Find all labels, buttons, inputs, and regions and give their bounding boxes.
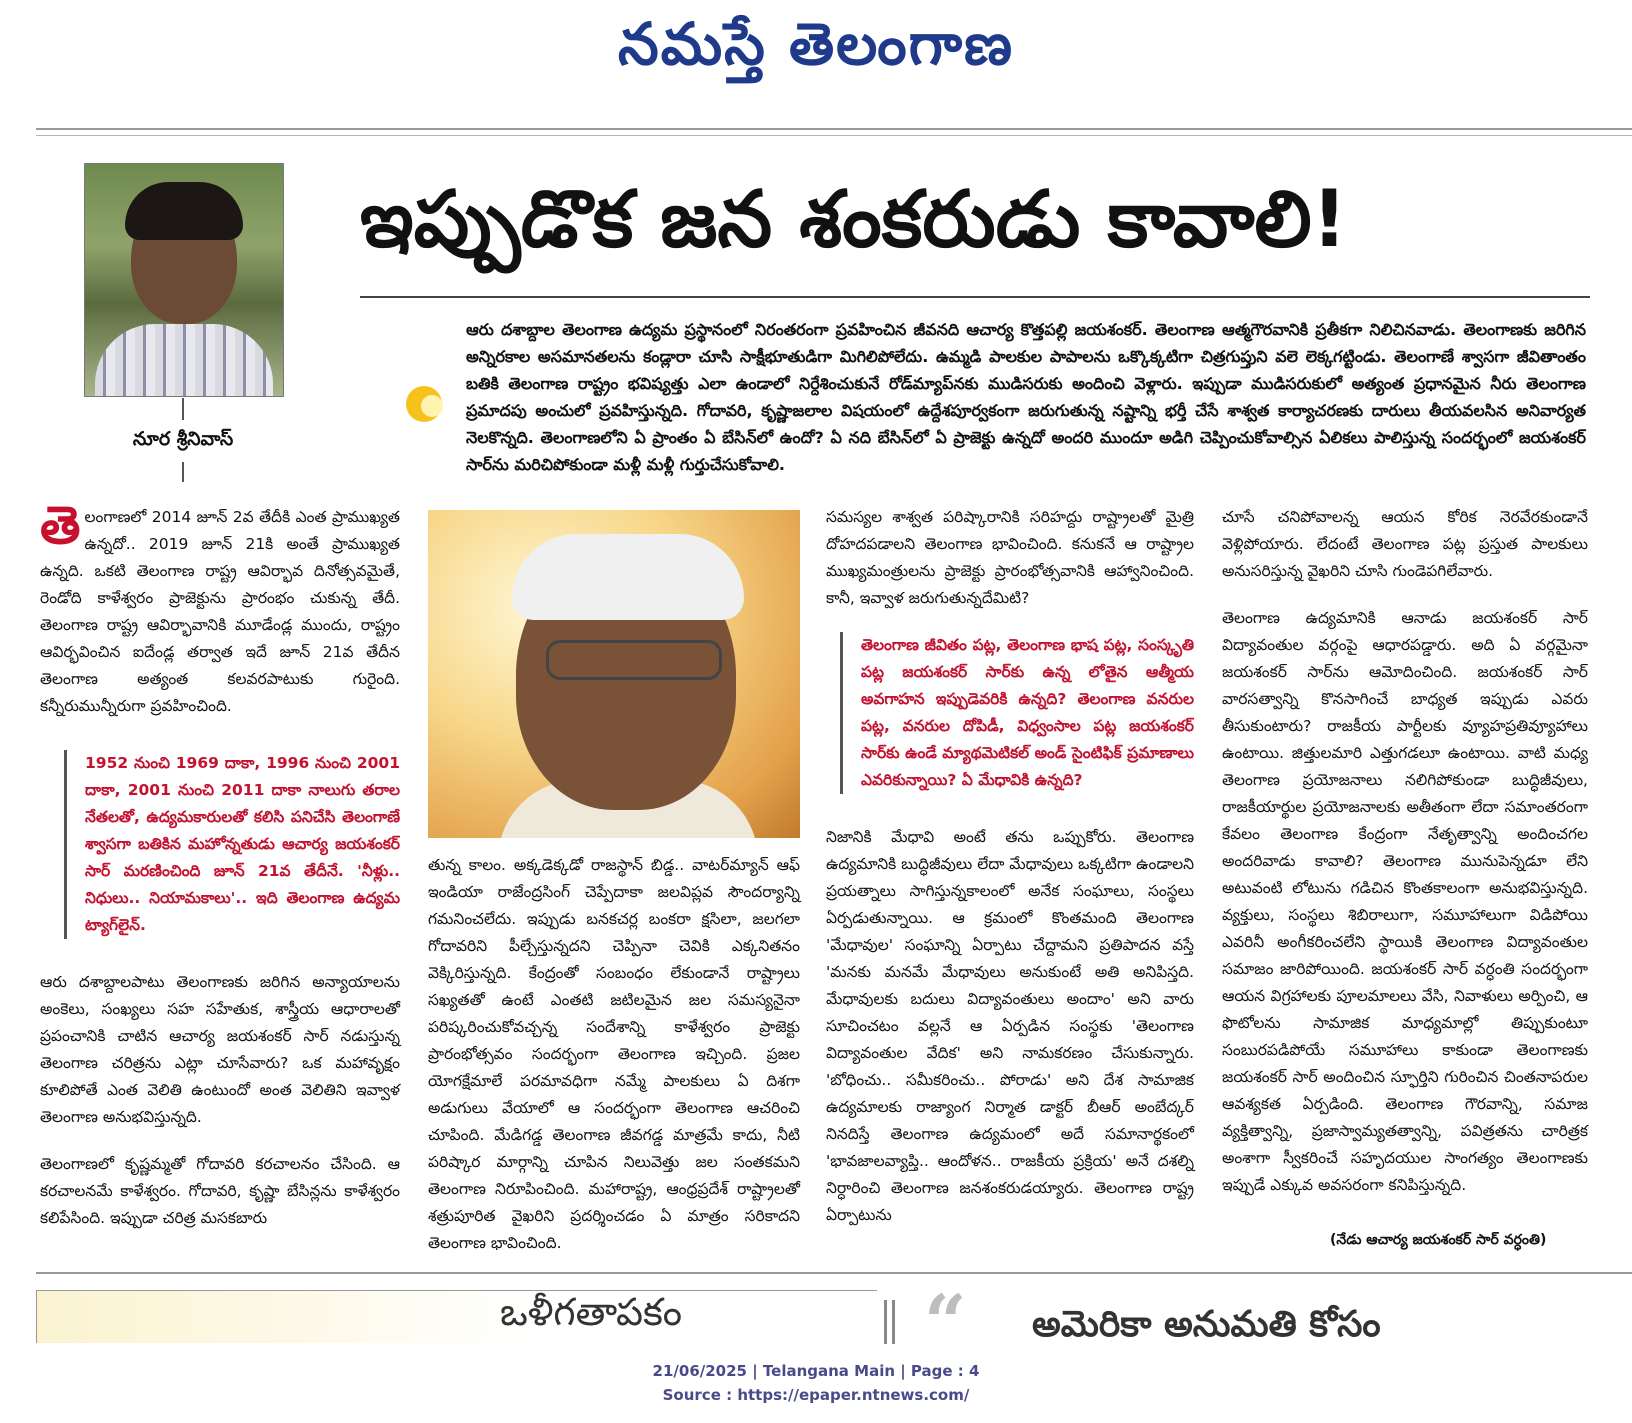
paragraph: తెలంగాణ ఉద్యమానికి ఆనాడు జయశంకర్ సార్ విద్యావంతుల వర్గంపై ఆధారపడ్డారు. అది ఏ వర్గమైనా జయశంకర్ సార్‌ను ఆమోదించింది. జయశంకర్ సార్ వారసత్వాన్ని కొనసాగించే బాధ్యత ఇప్పుడు ఎవరు తీసుకుంటారు? రాజకీయ పార్టీలకు వ్యూహప్రతివ్యూహాలు ఉంటాయి. జిత్తులమారి ఎత్తుగడలూ ఉంటాయి. వాటి మధ్య తెలంగాణ ప్రయోజనాలు నలిగిపోకుండా బుద్ధిజీవులు, రాజకీయార్థుల ప్రయోజనాలకు అతీతంగా లేదా సమాంతరంగా కేవలం తెలంగాణ కేంద్రంగా నేతృత్వాన్ని అందించగల అందరివాడు కావాలి? తెలంగాణ మునుపెన్నడూ లేని అటువంటి లోటును గడిచిన కొంతకాలంగా అనుభవిస్తున్నది. వ్యక్తులు, సంస్థలు శిబిరాలుగా, సమూహాలుగా విడిపోయి ఎవరినీ అంగీకరించలేని స్థాయికి తెలంగాణ విద్యావంతుల సమాజం జారిపోయింది. జయశంకర్ సార్ వర్ధంతి సందర్భంగా ఆయన విగ్రహాలకు పూలమాలలు వేసి, నివాళులు అర్పించి, ఆ ఫొటోలను సామాజిక మాధ్యమాల్లో తిప్పుకుంటూ సంబురపడిపోయే సమూహాలు కాకుండా తెలంగాణకు జయశంకర్ సార్ అందించిన స్ఫూర్తిని గురించిన చింతనాపరుల ఆవశ్యకత ఏర్పడింది. తెలంగాణ గౌరవాన్ని, సమాజ వ్యక్తిత్వాన్ని, ప్రజాస్వామ్యతత్వాన్ని, పవిత్రతను చారిత్రక అంశాగా స్వీకరించే సహృదయుల సాంగత్యం తెలంగాణకు ఇప్పుడే ఎక్కువ అవసరంగా కనిపిస్తున్నది. — [1222, 609, 1588, 1194]
article-column-2 — [428, 852, 800, 1277]
dropcap: తె — [40, 496, 81, 556]
paragraph: తున్న కాలం. అక్కడెక్కడో రాజస్థాన్ బిడ్డ.. వాటర్‌మ్యాన్ ఆఫ్ ఇండియా రాజేంద్రసింగ్ చెప్పేదాకా జలవిప్లవ సౌందర్యాన్ని గమనించలేదు. ఇప్పుడు బనకచర్ల బంకరా క్షసిలా, జలగలా గోదావరిని పీల్చేస్తున్నదని చెప్పినా చెవికి ఎక్కనితనం వెక్కిరిస్తున్నది. కేంద్రంతో సంబంధం లేకుండానే రాష్ట్రాలు సఖ్యతతో ఉంటే ఎంతటి జటిలమైన జల సమస్యనైనా పరిష్కరించుకోవచ్చన్న సందేశాన్ని కాళేశ్వరం ప్రాజెక్టు ప్రారంభోత్సవం సందర్భంగా తెలంగాణ ఇచ్చింది. ప్రజల యోగక్షేమాలే పరమావధిగా నమ్మే పాలకులు ఏ దిశగా అడుగులు వేయాలో ఆ సందర్భంగా తెలంగాణ ఆచరించి చూపింది. మేడిగడ్డ తెలంగాణ జీవగడ్డ మాత్రమే కాదు, నీటి పరిష్కార మార్గాన్ని చూపిన నిలువెత్తు జల సంతకమని తెలంగాణ నిరూపించింది. మహారాష్ట్ర, ఆంధ్రప్రదేశ్ రాష్ట్రాలతో శత్రుపూరిత వైఖరిని ప్రదర్శించడం ఏ మాత్రం సరికాదని తెలంగాణ భావించింది. — [428, 856, 800, 1252]
author-divider — [182, 398, 184, 420]
author-name: నూర శ్రీనివాస్ — [132, 428, 234, 450]
masthead-rule — [36, 128, 1632, 130]
paragraph: చూసే చనిపోవాలన్న ఆయన కోరిక నెరవేరకుండానే వెళ్లిపోయారు. లేదంటే తెలంగాణ పట్ల ప్రస్తుత పాలకులు అనుసరిస్తున్న వైఖరిని చూసి గుండెపగిలేవారు. — [1222, 508, 1588, 580]
paragraph: తెలంగాణలో కృష్ణమ్మతో గోదావరి కరచాలనం చేసింది. ఆ కరచాలనమే కాళేశ్వరం. గోదావరి, కృష్ణా బేసిన్లను కాళేశ్వరం కలిపేసింది. ఇప్పుడా చరిత్ర మసకబారు — [40, 1155, 400, 1227]
paragraph: సమస్యల శాశ్వత పరిష్కారానికి సరిహద్దు రాష్ట్రాలతో మైత్రి దోహదపడాలని తెలంగాణ భావించింది. కనుకనే ఆ రాష్ట్రాల ముఖ్యమంత్రులను ప్రాజెక్టు ప్రారంభోత్సవానికి ఆహ్వానించింది. కానీ, ఇవ్వాళ జరుగుతున్నదేమిటి? — [826, 508, 1194, 607]
divider — [884, 1300, 887, 1344]
divider — [892, 1300, 895, 1344]
jayashankar-portrait — [428, 510, 800, 838]
next-article-headline: అమెరికా అనుమతి కోసం — [1032, 1304, 1381, 1345]
masthead-rule-thin — [36, 135, 1632, 136]
article-column-4 — [1222, 504, 1588, 1219]
quote-mark-icon: “ — [924, 1280, 967, 1366]
sun-icon — [380, 354, 446, 438]
author-photo — [84, 163, 284, 397]
next-article-box — [36, 1290, 877, 1343]
paragraph: ఆరు దశాబ్దాలపాటు తెలంగాణకు జరిగిన అన్యాయాలను అంకెలు, సంఖ్యలు సహ సహేతుక, శాస్త్రీయ ఆధారాలతో ప్రపంచానికి చాటిన ఆచార్య జయశంకర్ సార్ నడుస్తున్న తెలంగాణ చరిత్రను ఎట్లా చూసేవారు? ఒక మహావృక్షం కూలిపోతే ఎంత వెలితి ఉంటుందో అంత వెలితిని ఇవ్వాళ తెలంగాణ అనుభవిస్తున్నది. — [40, 973, 400, 1126]
article-signoff: (నేడు ఆచార్య జయశంకర్ సార్ వర్ధంతి) — [1330, 1232, 1547, 1248]
next-article-handwriting: ఒళీగతాపకం — [500, 1290, 683, 1334]
masthead-logo: నమస్తే తెలంగాణ — [618, 10, 1014, 78]
article-column-3 — [826, 504, 1194, 1249]
article-intro: ఆరు దశాబ్దాల తెలంగాణ ఉద్యమ ప్రస్థానంలో నిరంతరంగా ప్రవహించిన జీవనది ఆచార్య కొత్తపల్లి జయశంకర్. తెలంగాణ ఆత్మగౌరవానికి ప్రతీకగా నిలిచినవాడు. తెలంగాణకు జరిగిన అన్నిరకాల అసమానతలను కండ్లారా చూసి సాక్షీభూతుడిగా మిగిలిపోలేదు. ఉమ్మడి పాలకుల పాపాలను ఒక్కొక్కటిగా చిత్రగుప్తుని వలె లెక్కగట్టిండు. తెలంగాణే శ్వాసగా జీవితాంతం బతికి తెలంగాణ రాష్ట్రం భవిష్యత్తు ఎలా ఉండాలో నిర్దేశించుకునే రోడ్‌మ్యాప్‌నకు ముడిసరుకు అందించి వెళ్లారు. ఇప్పుడా ముడిసరుకులో అత్యంత ప్రధానమైన నీరు తెలంగాణ ప్రమాదపు అంచులో ప్రవహిస్తున్నది. గోదావరి, కృష్ణాజలాల విషయంలో ఉద్దేశపూర్వకంగా జరుగుతున్న నష్టాన్ని భర్తీ చేసే శాశ్వత కార్యాచరణకు దారులు తీయవలసిన అనివార్యత నెలకొన్నది. తెలంగాణలోని ఏ ప్రాంతం ఏ బేసిన్‌లో ఉందో? ఏ నది బేసిన్‌లో ఏ ప్రాజెక్టు ఉన్నదో అందరి ముందూ అడిగి చెప్పించుకోవాల్సిన ఏలికలు పాలిస్తున్న సందర్భంలో జయశంకర్ సార్‌ను మరిచిపోకుండా మళ్లీ మళ్లీ గుర్తుచేసుకోవాలి. — [466, 320, 1586, 474]
paragraph: తెలంగాణలో 2014 జూన్ 2వ తేదీకి ఎంత ప్రాముఖ్యత ఉన్నదో.. 2019 జూన్ 21కి అంతే ప్రాముఖ్యత ఉన్నది. ఒకటి తెలంగాణ రాష్ట్ర ఆవిర్భావ దినోత్సవమైతే, రెండోది కాళేశ్వరం ప్రాజెక్టును ప్రారంభం చుకున్న తేదీ. తెలంగాణ రాష్ట్ర ఆవిర్భావానికి మూడేండ్ల ముందు, రాష్ట్రం ఆవిర్భవించిన ఐదేండ్ల తర్వాత ఇదే జూన్ 21వ తేదీన తెలంగాణ అత్యంత కలవరపాటుకు గురైంది. కన్నీరుమున్నీరుగా ప్రవహించింది. — [40, 496, 400, 715]
article-headline: ఇప్పుడొక జన శంకరుడు కావాలి! — [360, 175, 1348, 265]
pull-quote: 1952 నుంచి 1969 దాకా, 1996 నుంచి 2001 దాకా, 2001 నుంచి 2011 దాకా నాలుగు తరాల నేతలతో, ఉద్యమకారులతో కలిసి పనిచేసి తెలంగాణే శ్వాసగా బతికిన మహోన్నతుడు ఆచార్య జయశంకర్ సార్ మరణించింది జూన్ 21వ తేదీనే. 'నీళ్లు.. నిధులు.. నియామకాలు'.. ఇది తెలంగాణ ఉద్యమ ట్యాగ్‌లైన్. — [64, 750, 400, 939]
author-divider-bottom — [182, 462, 184, 482]
article-column-1 — [40, 496, 400, 1252]
headline-rule — [360, 296, 1590, 298]
paragraph: నిజానికి మేధావి అంటే తను ఒప్పుకోరు. తెలంగాణ ఉద్యమానికి బుద్ధిజీవులు లేదా మేధావులు ఒక్కటిగా ఉండాలని ప్రయత్నాలు సాగిస్తున్నకాలంలో అనేక సంఘాలు, సంస్థలు ఏర్పడుతున్నాయి. ఆ క్రమంలో కొంతమంది తెలంగాణ 'మేధావుల' సంఘాన్ని ఏర్పాటు చేద్దామని ప్రతిపాదన వస్తే 'మనకు మనమే మేధావులు అనుకుంటే అతి అనిపిస్తది. మేధావులకు బదులు విద్యావంతులు అందాం' అని వారు సూచించటం వల్లనే ఆ ఏర్పడిన సంస్థకు 'తెలంగాణ విద్యావంతుల వేదిక' అని నామకరణం చేసుకున్నారు. 'బోధించు.. సమీకరించు.. పోరాడు' అని దేశ సామాజిక ఉద్యమాలకు రాజ్యాంగ నిర్మాత డాక్టర్ బీఆర్ అంబేద్కర్ నినదిస్తే తెలంగాణ ఉద్యమంలో అదే సమానార్థకంలో 'భావజాలవ్యాప్తి.. ఆందోళన.. రాజకీయ ప్రక్రియ' అనే దశల్ని నిర్ధారించి తెలంగాణ జనశంకరుడయ్యారు. తెలంగాణ రాష్ట్ర ఏర్పాటును — [826, 828, 1194, 1224]
bottom-rule — [36, 1272, 1632, 1274]
footer-source-link[interactable]: Source : https://epaper.ntnews.com/ — [662, 1386, 970, 1404]
footer-date-line: 21/06/2025 | Telangana Main | Page : 4 — [652, 1362, 980, 1380]
pull-quote: తెలంగాణ జీవితం పట్ల, తెలంగాణ భాష పట్ల, సంస్కృతి పట్ల జయశంకర్ సార్‌కు ఉన్న లోతైన ఆత్మీయ అవగాహన ఇప్పుడెవరికి ఉన్నది? తెలంగాణ వనరుల పట్ల, వనరుల దోపిడీ, విధ్వంసాల పట్ల జయశంకర్ సార్‌కు ఉండే మ్యాథమెటికల్ అండ్ సైంటిఫిక్ ప్రమాణాలు ఎవరికున్నాయి? ఏ మేధావికి ఉన్నది? — [840, 632, 1194, 794]
